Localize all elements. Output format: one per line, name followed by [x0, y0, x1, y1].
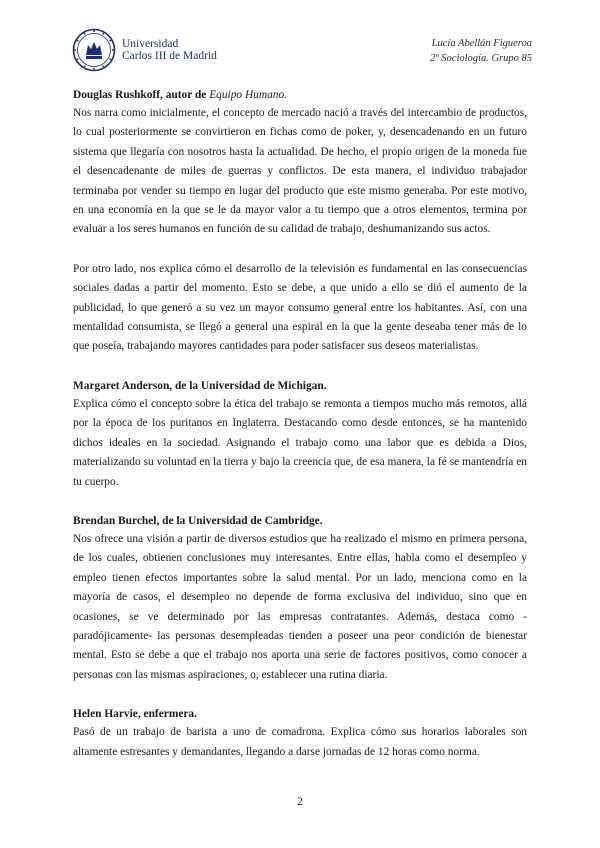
paragraph: Por otro lado, nos explica cómo el desarrollo de la televisión es fundamental en las consecuencias sociales dadas a partir del momento. Esto se debe, a que unido a ello se dió el aumento de la publicidad, lo que generó a su vez un mayor consumo general entre los habitantes. Así, con una mentalidad consumista, se llegó a general una espiral en la que la gente deseaba tener más de lo que poseía, trabajando mayores cantidades para poder satisfacer sus deseos materialistas. — [73, 262, 527, 353]
paragraph: Nos ofrece una visión a partir de diversos estudios que ha realizado el mismo en primera persona, de los cuales, obtienen conclusiones muy interesantes. Entre ellas, habla como el desempleo y empleo tienen efectos importantes sobre la salud mental. Por un lado, menciona como en la mayoría de casos, el desempleo no depende de forma exclusiva del individuo, sino que en ocasiones, se ve determinado por las empresas contratantes. Además, destaca como -paradójicamente- las personas desempleadas tienden a poseer una peor condición de bienestar mental. Esto se debe a que el trabajo nos aporta una serie de factores positivos, como conocer a personas con las mismas aspiraciones, o, establecer una rutina diaria. — [73, 532, 527, 681]
page-header — [72, 28, 532, 72]
author-block — [430, 36, 532, 66]
paragraph: Nos narra como inicialmente, el concepto de mercado nació a través del intercambio de productos, lo cual posteriormente se convirtieron en fichas como de poker, y, desencadenando en un futuro sistema que llegaría con nosotros hasta la actualidad. De hecho, el propio origen de la moneda fue el desencadenante de miles de guerras y conflictos. De esta manera, el individuo trabajador terminaba por vender su tiempo en lugar del producto que este mismo generaba. Por este motivo, en una economía en la que se le da mayor valor a tu tiempo que a otros elementos, termina por evaluar a los seres humanos en función de su calidad de trabajo, deshumanizando sus actos. — [73, 107, 527, 236]
university-name — [122, 38, 217, 62]
section-burchel — [73, 512, 527, 685]
section-title — [73, 86, 527, 104]
university-name-line1: Universidad — [122, 38, 179, 50]
section-title: Brendan Burchel, de la Universidad de Cambridge. — [73, 514, 323, 527]
section-anderson — [73, 377, 527, 492]
paragraph: Explica cómo el concepto sobre la ética del trabajo se remonta a tiempos mucho más remotos, allá por la época de los puritanos en Inglaterra. Destacando como desde entonces, se ha mantenido dichos ideales en la sociedad. Asignando el trabajo como una labor que es debida a Dios, materializando su voluntad en la tierra y bajo la creencia que, de esa manera, la fé se mantendría en tu cuerpo. — [73, 397, 527, 488]
section-title: Margaret Anderson, de la Universidad de Michigan. — [73, 379, 327, 392]
author-name: Lucía Abellán Figueroa — [431, 38, 532, 49]
paragraph: Pasó de un trabajo de barista a uno de comadrona. Explica cómo sus horarios laborales son altamente estresantes y demandantes, llegando a darse jornadas de 12 horas como norma. — [73, 726, 527, 758]
page-number: 2 — [297, 796, 303, 808]
section-title-text: Douglas Rushkoff, autor de — [73, 89, 210, 101]
section-rushkoff — [73, 86, 527, 357]
section-title: Helen Harvie, enfermera. — [73, 708, 197, 721]
document-body — [73, 86, 527, 762]
course-group: 2º Sociología. Grupo 85 — [430, 53, 532, 64]
section-harvie — [73, 705, 527, 762]
university-logo-icon — [72, 28, 116, 72]
university-name-line2: Carlos III de Madrid — [122, 50, 217, 62]
book-title: Equipo Humano. — [209, 89, 288, 101]
